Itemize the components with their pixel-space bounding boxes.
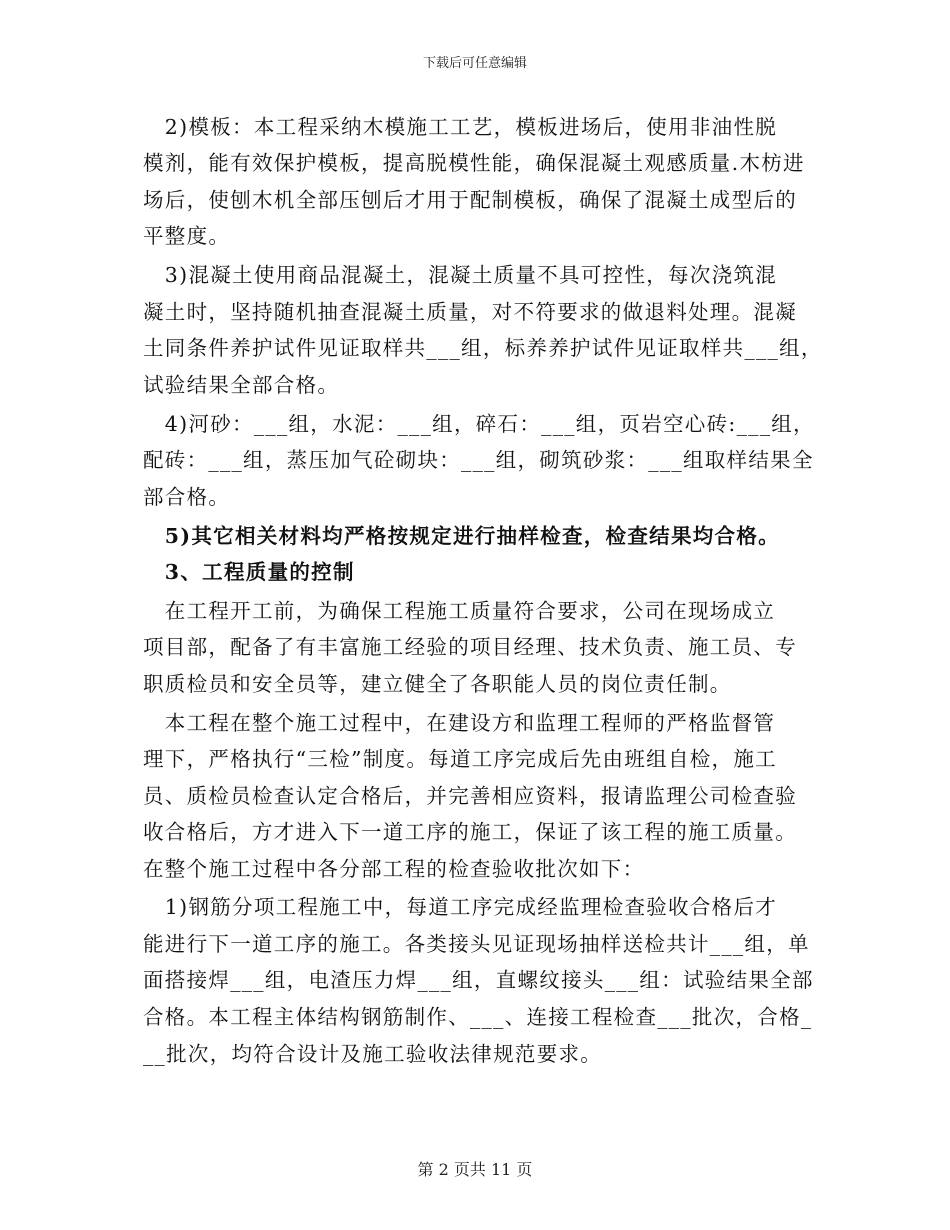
text-line: 配砖：___组，蒸压加气砼砌块：___组，砌筑砂浆：___组取样结果全	[143, 448, 814, 472]
text-line: 合格。本工程主体结构钢筋制作、___、连接工程检查___批次，合格_	[143, 1005, 813, 1029]
text-line: 部合格。	[143, 485, 231, 509]
text-line: 收合格后，方才进入下一道工序的施工，保证了该工程的施工质量。	[143, 820, 797, 844]
text-line: 试验结果全部合格。	[143, 373, 340, 397]
text-line: 3)混凝土使用商品混凝土，混凝土质量不具可控性，每次浇筑混	[143, 263, 778, 287]
text-line: 面搭接焊___组，电渣压力焊___组，直螺纹接头___组：试验结果全部	[143, 968, 814, 992]
text-line: 4)河砂：___组，水泥：___组，碎石：___组，页岩空心砖:___组，	[143, 412, 815, 436]
page-header: 下载后可任意编辑	[422, 56, 527, 71]
section-heading: 3、工程质量的控制	[143, 560, 355, 584]
text-line: 能进行下一道工序的施工。各类接头见证现场抽样送检共计___组，单	[143, 932, 810, 956]
text-line: 土同条件养护试件见证取样共___组，标养养护试件见证取样共___组，	[143, 336, 823, 360]
text-line: 2)模板：本工程采纳木模施工工艺，模板进场后，使用非油性脱	[143, 115, 778, 139]
text-line: 在整个施工过程中各分部工程的检查验收批次如下：	[143, 857, 645, 881]
text-line: 项目部，配备了有丰富施工经验的项目经理、技术负责、施工员、专	[143, 635, 797, 659]
text-line: 场后，使刨木机全部压刨后才用于配制模板，确保了混凝土成型后的	[143, 188, 797, 212]
text-line: __批次，均符合设计及施工验收法律规范要求。	[143, 1042, 603, 1066]
text-line: 凝土时，坚持随机抽查混凝土质量，对不符要求的做退料处理。混凝	[143, 300, 797, 324]
text-line: 1)钢筋分项工程施工中，每道工序完成经监理检查验收合格后才	[143, 895, 778, 919]
page-footer: 第 2 页共 11 页	[417, 1160, 533, 1179]
text-line-bold: 5)其它相关材料均严格按规定进行抽样检查，检查结果均合格。	[143, 524, 780, 548]
text-line: 员、质检员检查认定合格后，并完善相应资料，报请监理公司检查验	[143, 784, 797, 808]
text-line: 理下，严格执行“三检”制度。每道工序完成后先由班组自检，施工	[143, 747, 777, 771]
text-line: 平整度。	[143, 224, 231, 248]
text-line: 职质检员和安全员等，建立健全了各职能人员的岗位责任制。	[143, 672, 732, 696]
text-line: 模剂，能有效保护模板，提高脱模性能，确保混凝土观感质量.木枋进	[143, 151, 805, 175]
text-line: 在工程开工前，为确保工程施工质量符合要求，公司在现场成立	[143, 599, 776, 623]
text-line: 本工程在整个施工过程中，在建设方和监理工程师的严格监督管	[143, 711, 776, 735]
